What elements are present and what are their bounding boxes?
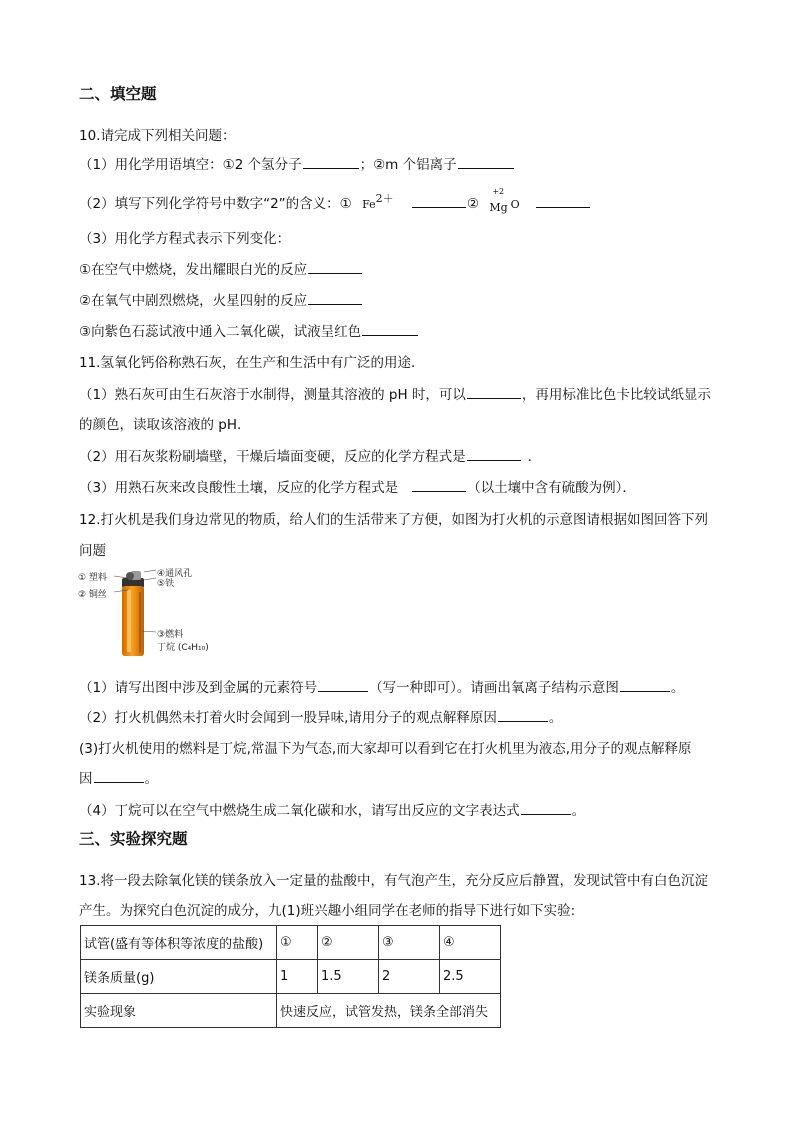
mg-symbol: Mg bbox=[489, 201, 508, 214]
q12-part4-b: 。 bbox=[571, 803, 586, 819]
q10-part3-a bbox=[79, 258, 363, 278]
table-cell: 快速反应，试管发热，镁条全部消失 bbox=[277, 994, 501, 1028]
answer-blank[interactable] bbox=[94, 770, 144, 783]
question-11-stem: 11.氢氧化钙俗称熟石灰，在生产和生活中有广泛的用途． bbox=[79, 355, 425, 371]
fe-charge: 2＋ bbox=[375, 192, 394, 205]
circle-2: ② bbox=[466, 196, 480, 212]
answer-blank[interactable] bbox=[412, 195, 466, 208]
table-cell: ② bbox=[318, 926, 379, 960]
q10-part3-b bbox=[79, 289, 363, 309]
q11-part2-end: ． bbox=[527, 449, 542, 465]
q12-part3-cont bbox=[79, 767, 158, 787]
answer-blank[interactable] bbox=[458, 156, 514, 169]
q11-part1-a: （1）熟石灰可由生石灰溶于水制得，测量其溶液的 pH 时，可以 bbox=[79, 387, 466, 403]
table-row bbox=[81, 960, 501, 994]
question-12-stem-cont: 问题 bbox=[79, 543, 106, 559]
q12-part1-c: 。 bbox=[670, 680, 685, 696]
table-cell: ① bbox=[277, 926, 318, 960]
q10-part3-c bbox=[79, 320, 419, 340]
q10-part3: （3）用化学方程式表示下列变化： bbox=[79, 231, 291, 247]
table-row bbox=[81, 994, 501, 1028]
answer-blank[interactable] bbox=[308, 261, 362, 274]
q12-part1-b: （写一种即可）。请画出氧离子结构示意图 bbox=[369, 680, 619, 696]
answer-blank[interactable] bbox=[467, 386, 521, 399]
experiment-table bbox=[80, 925, 501, 1028]
q12-part4-a: （4）丁烷可以在空气中燃烧生成二氧化碳和水，请写出反应的文字表达式 bbox=[79, 803, 520, 819]
answer-blank[interactable] bbox=[412, 479, 466, 492]
answer-blank[interactable] bbox=[498, 709, 548, 722]
mg-valence: +2 bbox=[492, 187, 505, 196]
label-butane: 丁烷 (C₄H₁₀) bbox=[157, 643, 209, 653]
q12-part2-a: （2）打火机偶然未打着火时会闻到一股异味,请用分子的观点解释原因 bbox=[79, 710, 497, 726]
q11-part1-cont: 的颜色，读取该溶液的 pH． bbox=[79, 417, 251, 433]
q10-part3-a-text: ①在空气中燃烧，发出耀眼白光的反应 bbox=[79, 262, 308, 278]
label-copper-wire: ② 铜丝 bbox=[78, 590, 107, 600]
table-cell: 1.5 bbox=[318, 960, 379, 994]
table-cell: ④ bbox=[440, 926, 501, 960]
q10-part1-prefix: （1）用化学用语填空：①2 个氢分子 bbox=[79, 157, 302, 173]
answer-blank[interactable] bbox=[467, 448, 521, 461]
fe-symbol: Fe bbox=[362, 198, 376, 211]
question-12-stem: 12.打火机是我们身边常见的物质，给人们的生活带来了方便，如图为打火机的示意图请根据如图回答下列 bbox=[79, 512, 708, 528]
table-cell: 试管(盛有等体积等浓度的盐酸) bbox=[81, 926, 277, 960]
answer-blank[interactable] bbox=[536, 195, 590, 208]
q11-part1-b: ，再用标准比色卡比较试纸显示 bbox=[521, 387, 711, 403]
q12-part1 bbox=[79, 676, 684, 696]
q11-part3-b: （以土壤中含有硫酸为例）． bbox=[467, 480, 636, 496]
q11-part2-text: （2）用石灰浆粉刷墙壁，干燥后墙面变硬，反应的化学方程式是 bbox=[79, 449, 466, 465]
answer-blank[interactable] bbox=[318, 679, 368, 692]
question-13-stem: 13.将一段去除氧化镁的镁条放入一定量的盐酸中，有气泡产生，充分反应后静置，发现试管中有白色沉淀 bbox=[79, 873, 708, 889]
q12-part1-a: （1）请写出图中涉及到金属的元素符号 bbox=[79, 680, 318, 696]
q11-part2 bbox=[79, 445, 541, 465]
q10-part2 bbox=[79, 187, 591, 214]
question-10-stem: 10.请完成下列相关问题： bbox=[79, 128, 236, 144]
table-cell: ③ bbox=[379, 926, 440, 960]
section-title: 二、填空题 bbox=[79, 85, 157, 103]
q12-part2-b: 。 bbox=[548, 710, 563, 726]
q12-part3: (3)打火机使用的燃料是丁烷,常温下为气态,而大家却可以看到它在打火机里为液态,用分子的观点解释原 bbox=[79, 741, 692, 757]
q10-part3-b-text: ②在氧气中剧烈燃烧，火星四射的反应 bbox=[79, 293, 308, 309]
label-plastic: ① 塑料 bbox=[78, 573, 107, 583]
q10-part2-prefix: （2）填写下列化学符号中数字“2”的含义：① bbox=[79, 196, 352, 212]
table-cell: 实验现象 bbox=[81, 994, 277, 1028]
table-row bbox=[81, 926, 501, 960]
q11-part1 bbox=[79, 383, 711, 403]
q10-part1-mid: ；②m 个铝离子 bbox=[359, 157, 457, 173]
q12-part4 bbox=[79, 799, 585, 819]
q12-part3-b: 因 bbox=[79, 771, 93, 787]
label-vent-hole: ④通风孔 bbox=[157, 569, 193, 579]
lighter-figure bbox=[78, 566, 208, 658]
label-iron: ⑤铁 bbox=[157, 579, 175, 589]
q11-part3-a: （3）用熟石灰来改良酸性土壤，反应的化学方程式是 bbox=[79, 480, 399, 496]
answer-blank[interactable] bbox=[521, 802, 571, 815]
q11-part3 bbox=[79, 476, 636, 496]
q12-part3-c: 。 bbox=[144, 771, 158, 787]
table-cell: 2 bbox=[379, 960, 440, 994]
q10-part3-c-text: ③向紫色石蕊试液中通入二氧化碳，试液呈红色 bbox=[79, 324, 362, 340]
table-cell: 1 bbox=[277, 960, 318, 994]
mgo-formula bbox=[489, 187, 508, 214]
answer-blank[interactable] bbox=[620, 679, 670, 692]
label-fuel: ③燃料 bbox=[157, 630, 184, 640]
answer-blank[interactable] bbox=[303, 156, 359, 169]
question-13-stem-cont: 产生。为探究白色沉淀的成分，九(1)班兴趣小组同学在老师的指导下进行如下实验: bbox=[79, 903, 576, 919]
table-cell: 2.5 bbox=[440, 960, 501, 994]
q12-part2 bbox=[79, 706, 562, 726]
o-symbol: O bbox=[510, 198, 520, 211]
table-cell: 镁条质量(g) bbox=[81, 960, 277, 994]
q10-part1 bbox=[79, 153, 515, 173]
answer-blank[interactable] bbox=[362, 323, 418, 336]
answer-blank[interactable] bbox=[308, 292, 362, 305]
section-title: 三、实验探究题 bbox=[79, 830, 188, 848]
